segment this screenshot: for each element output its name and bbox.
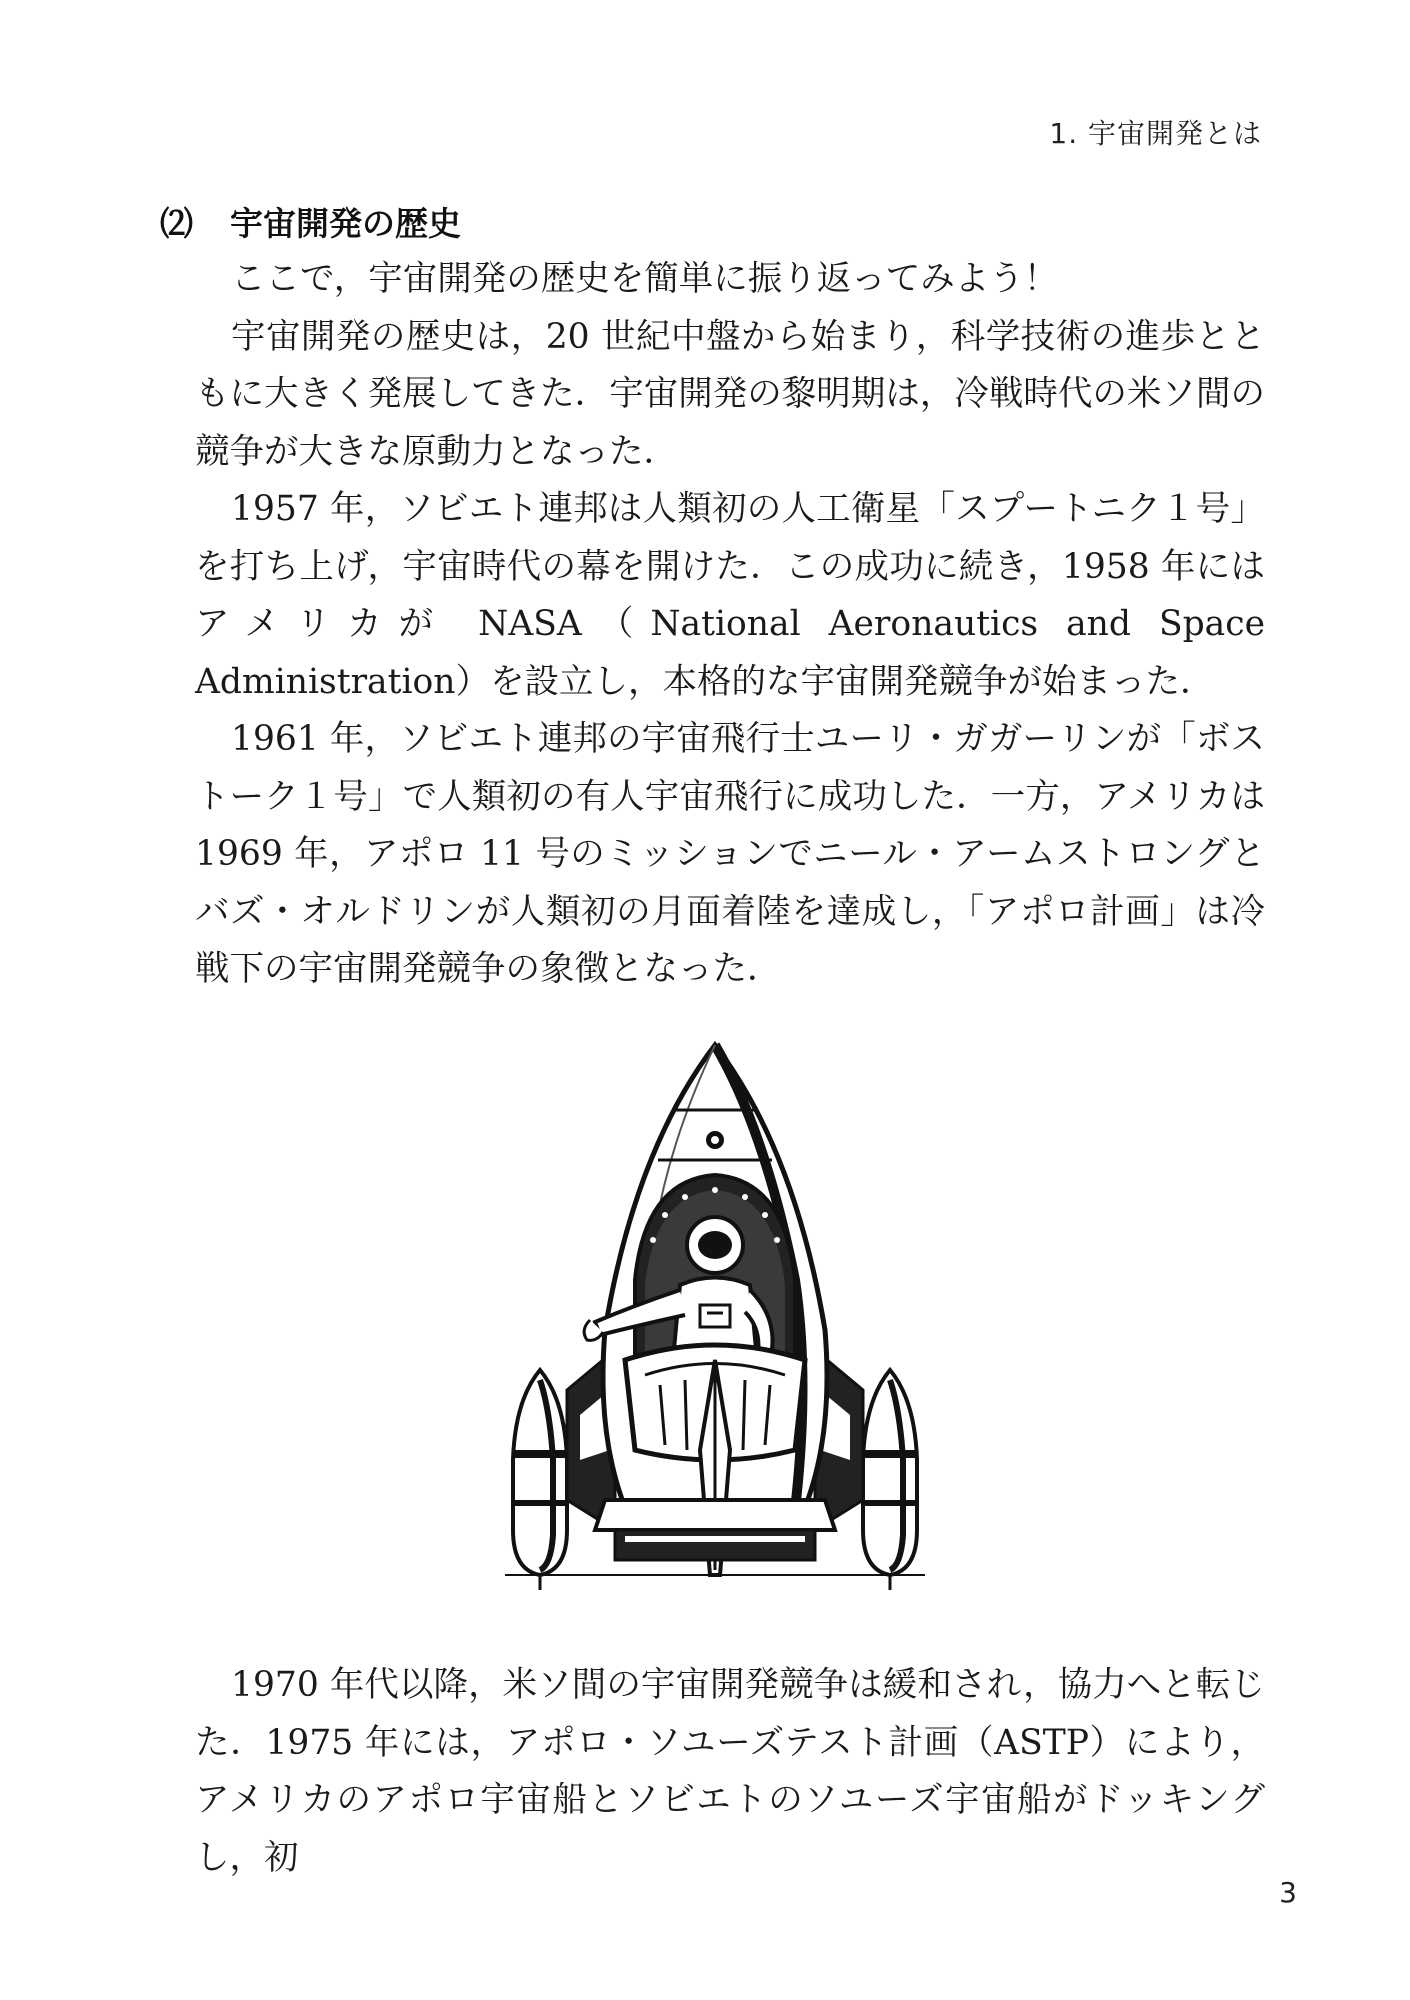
right-booster-icon	[863, 1370, 917, 1590]
paragraph-intro: ここで，宇宙開発の歴史を簡単に振り返ってみよう！	[231, 259, 1059, 299]
body-text-upper	[195, 251, 1265, 999]
running-header: 1. 宇宙開発とは	[1049, 117, 1262, 150]
section-title: 宇宙開発の歴史	[230, 204, 461, 243]
paragraph-origins: 宇宙開発の歴史は，20 世紀中盤から始まり，科学技術の進歩とともに大きく発展してきた．宇宙開発の黎明期は，冷戦時代の米ソ間の競争が大きな原動力となった．	[195, 316, 1265, 472]
left-booster-icon	[513, 1370, 567, 1590]
paragraph-sputnik: 1957 年，ソビエト連邦は人類初の人工衛星「スプートニク１号」を打ち上げ，宇宙時代の幕を開けた．この成功に続き，1958 年にはアメリカが NASA（National Aeronautics and Space Administration）を設立し，本格的な宇宙開発競争が始まった．	[195, 489, 1265, 702]
body-text-lower	[195, 1657, 1265, 1887]
rocket-illustration	[495, 1030, 935, 1610]
paragraph-gagarin-apollo: 1961 年，ソビエト連邦の宇宙飛行士ユーリ・ガガーリンが「ボストーク１号」で人類初の有人宇宙飛行に成功した．一方，アメリカは 1969 年，アポロ 11 号のミッションでニール・アームストロングとバズ・オルドリンが人類初の月面着陸を達成し，「アポロ計画」は冷戦下の宇宙開発競争の象徴となった．	[195, 719, 1265, 989]
section-number: ⑵	[160, 204, 193, 243]
paragraph-detente: 1970 年代以降，米ソ間の宇宙開発競争は緩和され，協力へと転じた．1975 年には，アポロ・ソユーズテスト計画（ASTP）により，アメリカのアポロ宇宙船とソビエトのソユーズ宇宙船がドッキングし，初	[195, 1665, 1265, 1878]
section-heading	[160, 198, 461, 245]
page-number: 3	[1279, 1876, 1297, 1909]
